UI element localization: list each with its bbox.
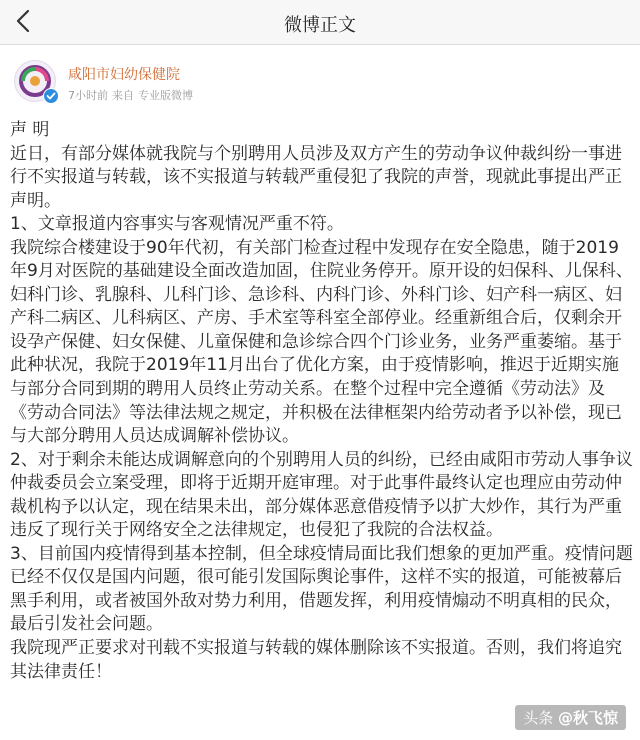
author-row <box>14 56 614 106</box>
author-name[interactable]: 咸阳市妇幼保健院 <box>68 67 180 83</box>
post-paragraph: 2、对于剩余未能达成调解意向的个别聘用人员的纠纷，已经由咸阳市劳动人事争议仲裁委员会立案受理，即将于近期开庭审理。对于此事件最终认定也理应由劳动仲裁机构予以认定，现在结果未出，部分媒体恶意借疫情予以扩大炒作，其行为严重违反了现行关于网络安全之法律规定，也侵犯了我院的合法权益。 <box>10 449 633 541</box>
post-time: 7小时前 <box>68 89 108 102</box>
watermark-handle: @秋飞惊 <box>557 709 618 727</box>
post-source: 专业版微博 <box>138 89 193 102</box>
post-content <box>10 119 634 684</box>
post-paragraph: 3、目前国内疫情得到基本控制，但全球疫情局面比我们想象的更加严重。疫情问题已经不仅仅是国内问题，很可能引发国际舆论事件，这样不实的报道，可能被幕后黑手利用，或者被国外敌对势力利用，借题发挥，利用疫情煽动不明真相的民众，最后引发社会问题。 <box>10 543 633 635</box>
post-paragraph: 我院综合楼建设于90年代初，有关部门检查过程中发现存在安全隐患，随于2019年9月对医院的基础建设全面改造加固，住院业务停开。原开设的妇保科、儿保科、妇科门诊、乳腺科、儿科门诊、急诊科、内科门诊、外科门诊、妇产科一病区、妇产科二病区、儿科病区、产房、手术室等科室全部停业。经重新组合后，仅剩余开设孕产保健、妇女保健、儿童保健和急诊综合四个门诊业务，业务严重萎缩。基于此种状况，我院于2019年11月出台了优化方案，由于疫情影响，推迟于近期实施与部分合同到期的聘用人员终止劳动关系。在整个过程中完全遵循《劳动法》及《劳动合同法》等法律法规之规定，并积极在法律框架内给劳动者予以补偿，现已与大部分聘用人员达成调解补偿协议。 <box>10 237 633 447</box>
post-paragraph: 近日，有部分媒体就我院与个别聘用人员涉及双方产生的劳动争议仲裁纠纷一事进行不实报道与转载，该不实报道与转载严重侵犯了我院的声誉，现就此事提出严正声明。 <box>10 143 622 211</box>
top-bar <box>0 0 640 45</box>
source-prefix: 来自 <box>112 89 134 102</box>
watermark <box>515 705 626 730</box>
post-paragraph: 我院现严正要求对刊载不实报道与转载的媒体删除该不实报道。否则，我们将追究其法律责任！ <box>10 638 622 682</box>
verified-badge-icon <box>43 88 59 104</box>
post-meta <box>68 87 197 103</box>
post-heading: 声 明 <box>10 120 50 140</box>
post-paragraph: 1、文章报道内容事实与客观情况严重不符。 <box>10 214 344 235</box>
watermark-platform: 头条 <box>523 709 554 727</box>
page-title: 微博正文 <box>284 15 356 36</box>
